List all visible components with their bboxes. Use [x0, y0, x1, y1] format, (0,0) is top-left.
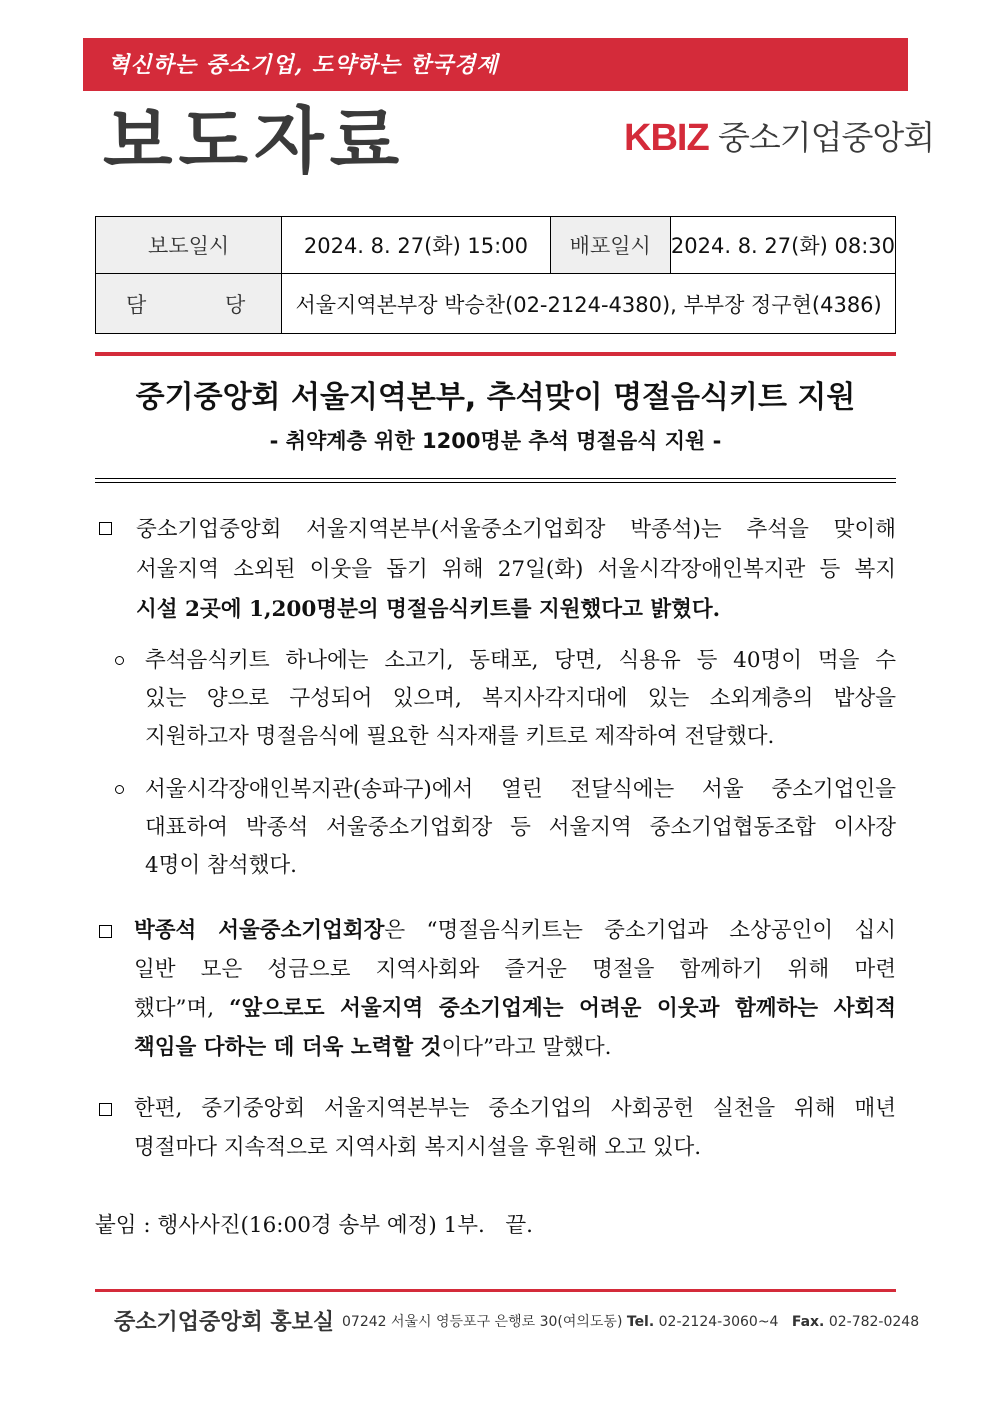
p1b-line-2: 대표하여 박종석 서울중소기업회장 등 서울지역 중소기업협동조합 이사장 — [145, 815, 896, 840]
square-bullet-icon — [99, 522, 112, 535]
circle-bullet-icon — [115, 656, 124, 665]
footer-org: 중소기업중앙회 홍보실 — [114, 1310, 335, 1335]
footer-address: 07242 서울시 영등포구 은행로 30(여의도동) — [342, 1314, 623, 1330]
release-date-label: 배포일시 — [550, 217, 670, 274]
p3-line-2: 명절마다 지속적으로 지역사회 복지시설을 후원해 오고 있다. — [134, 1135, 702, 1160]
footer-fax-label: Fax. — [791, 1314, 825, 1330]
p1-line-2: 서울지역 소외된 이웃을 돕기 위해 27일(화) 서울시각장애인복지관 등 복지 — [136, 557, 896, 582]
contact-label: 담 당 — [96, 274, 282, 334]
p2-line-3: 했다”며, “앞으로도 서울지역 중소기업계는 어려운 이웃과 함께하는 사회적 — [134, 996, 896, 1021]
p2-line-1: 박종석 서울중소기업회장은 “명절음식키트는 중소기업과 소상공인이 십시 — [134, 918, 896, 943]
p2-line-4: 책임을 다하는 데 더욱 노력할 것이다”라고 말했다. — [134, 1035, 612, 1060]
report-date-label: 보도일시 — [96, 217, 282, 274]
contact-value: 서울지역본부장 박승찬(02-2124-4380), 부부장 정구현(4386) — [282, 274, 896, 334]
p1a-line-3: 지원하고자 명절음식에 필요한 식자재를 키트로 제작하여 전달했다. — [145, 724, 775, 749]
p1b-line-1: 서울시각장애인복지관(송파구)에서 열린 전달식에는 서울 중소기업인을 — [145, 777, 896, 802]
release-date-value: 2024. 8. 27(화) 08:30 — [670, 217, 895, 274]
info-table — [95, 216, 896, 334]
logo-org-name: 중소기업중앙회 — [718, 118, 935, 157]
report-date-value: 2024. 8. 27(화) 15:00 — [282, 217, 550, 274]
p1-line-1: 중소기업중앙회 서울지역본부(서울중소기업회장 박종석)는 추석을 맞이해 — [136, 517, 896, 542]
footer-tel: 02-2124-3060~4 — [658, 1314, 779, 1330]
p3-line-1: 한편, 중기중앙회 서울지역본부는 중소기업의 사회공헌 실천을 위해 매년 — [134, 1096, 896, 1121]
circle-bullet-icon — [115, 785, 124, 794]
footer-fax: 02-782-0248 — [828, 1314, 920, 1330]
footer-contact — [342, 1311, 919, 1331]
title-bottom-rule-2 — [95, 482, 896, 483]
press-subtitle: - 취약계층 위한 1200명분 추석 명절음식 지원 - — [269, 429, 722, 453]
footer-tel-label: Tel. — [626, 1314, 655, 1330]
p1b-line-3: 4명이 참석했다. — [145, 853, 297, 878]
doc-type-title: 보도자료 — [103, 99, 406, 183]
slogan-text: 혁신하는 중소기업, 도약하는 한국경제 — [108, 52, 499, 78]
attachment-note: 붙임 : 행사사진(16:00경 송부 예정) 1부. 끝. — [95, 1213, 533, 1238]
square-bullet-icon — [99, 925, 112, 938]
press-title: 중기중앙회 서울지역본부, 추석맞이 명절음식키트 지원 — [135, 380, 856, 415]
square-bullet-icon — [99, 1103, 112, 1116]
title-bottom-rule — [95, 478, 896, 479]
p1-line-3: 시설 2곳에 1,200명분의 명절음식키트를 지원했다고 밝혔다. — [136, 597, 721, 622]
title-top-rule — [95, 352, 896, 356]
kbiz-logo: KBIZ — [624, 117, 709, 159]
p1a-line-2: 있는 양으로 구성되어 있으며, 복지사각지대에 있는 소외계층의 밥상을 — [145, 686, 896, 711]
footer-rule — [95, 1289, 896, 1292]
p1a-line-1: 추석음식키트 하나에는 소고기, 동태포, 당면, 식용유 등 40명이 먹을 수 — [145, 648, 896, 673]
p2-line-2: 일반 모은 성금으로 지역사회와 즐거운 명절을 함께하기 위해 마련 — [134, 957, 896, 982]
